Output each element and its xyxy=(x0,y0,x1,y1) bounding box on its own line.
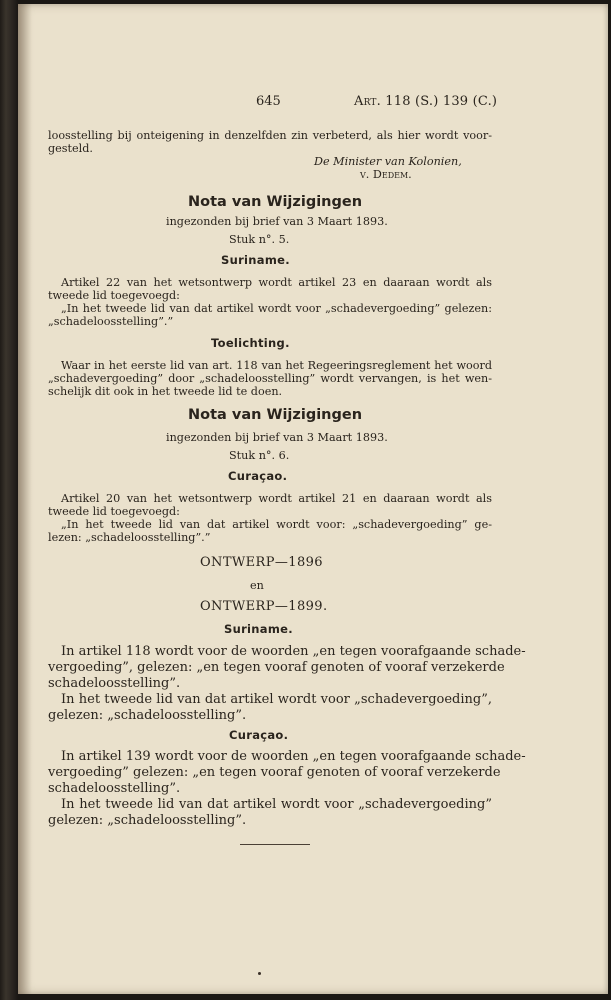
nota2-p1-line1: Artikel 20 van het wetsontwerp wordt artikel 21 en daaraan wordt als xyxy=(61,492,492,505)
toelichting-line1: Waar in het eerste lid van art. 118 van het Regeeringsreglement het woord xyxy=(61,359,492,372)
nota1-stuk: Stuk n°. 5. xyxy=(229,233,290,246)
nota2-title: Nota van Wijzigingen xyxy=(188,407,363,423)
ontwerp-curacao-line3: schadeloosstelling”. xyxy=(48,781,181,796)
ontwerp-curacao-line1: In artikel 139 wordt voor de woorden „en tegen voorafgaande schade- xyxy=(61,749,526,764)
ontwerp-1899-title: ONTWERP—1899. xyxy=(200,599,328,614)
spine-shadow xyxy=(18,4,32,994)
nota1-p2-line2: „schadeloosstelling”.” xyxy=(48,315,174,328)
end-rule xyxy=(240,844,310,845)
ontwerp-1896-title: ONTWERP—1896 xyxy=(200,555,323,570)
nota1-subtitle: ingezonden bij brief van 3 Maart 1893. xyxy=(166,215,388,228)
ontwerp-suriname-line2: vergoeding”, gelezen: „en tegen vooraf genoten of vooraf verzekerde xyxy=(48,660,505,675)
signature-name: v. Dedem. xyxy=(360,168,412,181)
page-number: 645 xyxy=(256,94,281,109)
nota2-p1-line2: tweede lid toegevoegd: xyxy=(48,505,180,518)
ontwerp-curacao-heading: Curaçao. xyxy=(229,728,289,742)
nota1-title: Nota van Wijzigingen xyxy=(188,194,363,210)
nota2-p2-line2: lezen: „schadeloosstelling”.” xyxy=(48,531,211,544)
ontwerp-en: en xyxy=(250,579,264,592)
nota2-subtitle: ingezonden bij brief van 3 Maart 1893. xyxy=(166,431,388,444)
nota2-p2-line1: „In het tweede lid van dat artikel wordt voor: „schadevergoeding” ge- xyxy=(61,518,492,531)
toelichting-line2: „schadevergoeding” door „schadeloosstelling” wordt vervangen, is het wen- xyxy=(48,372,492,385)
ontwerp-suriname-line5: gelezen: „schadeloosstelling”. xyxy=(48,708,247,723)
intro-line-2: gesteld. xyxy=(48,142,93,155)
running-head: Art. 118 (S.) 139 (C.) xyxy=(354,94,498,109)
book-page xyxy=(18,4,608,994)
nota2-stuk: Stuk n°. 6. xyxy=(229,449,290,462)
intro-line-1: loosstelling bij onteigening in denzelfden zin verbeterd, als hier wordt voor- xyxy=(48,129,492,142)
ontwerp-curacao-line4: In het tweede lid van dat artikel wordt voor „schadevergoeding” xyxy=(61,797,492,812)
ontwerp-curacao-line5: gelezen: „schadeloosstelling”. xyxy=(48,813,247,828)
signature-role: De Minister van Kolonien, xyxy=(314,155,462,168)
nota1-p1-line1: Artikel 22 van het wetsontwerp wordt artikel 23 en daaraan wordt als xyxy=(61,276,492,289)
toelichting-line3: schelijk dit ook in het tweede lid te doen. xyxy=(48,385,283,398)
ontwerp-suriname-line4: In het tweede lid van dat artikel wordt voor „schadevergoeding”, xyxy=(61,692,492,707)
nota2-region: Curaçao. xyxy=(228,469,288,483)
nota1-p1-line2: tweede lid toegevoegd: xyxy=(48,289,180,302)
ontwerp-suriname-line1: In artikel 118 wordt voor de woorden „en tegen voorafgaande schade- xyxy=(61,644,526,659)
ontwerp-suriname-heading: Suriname. xyxy=(224,622,293,636)
nota1-region: Suriname. xyxy=(221,253,290,267)
nota1-p2-line1: „In het tweede lid van dat artikel wordt voor „schadevergoeding” gelezen: xyxy=(61,302,492,315)
ontwerp-curacao-line2: vergoeding” gelezen: „en tegen vooraf genoten of vooraf verzekerde xyxy=(48,765,501,780)
toelichting-heading: Toelichting. xyxy=(211,336,290,350)
page-speck xyxy=(258,972,261,975)
ontwerp-suriname-line3: schadeloosstelling”. xyxy=(48,676,181,691)
